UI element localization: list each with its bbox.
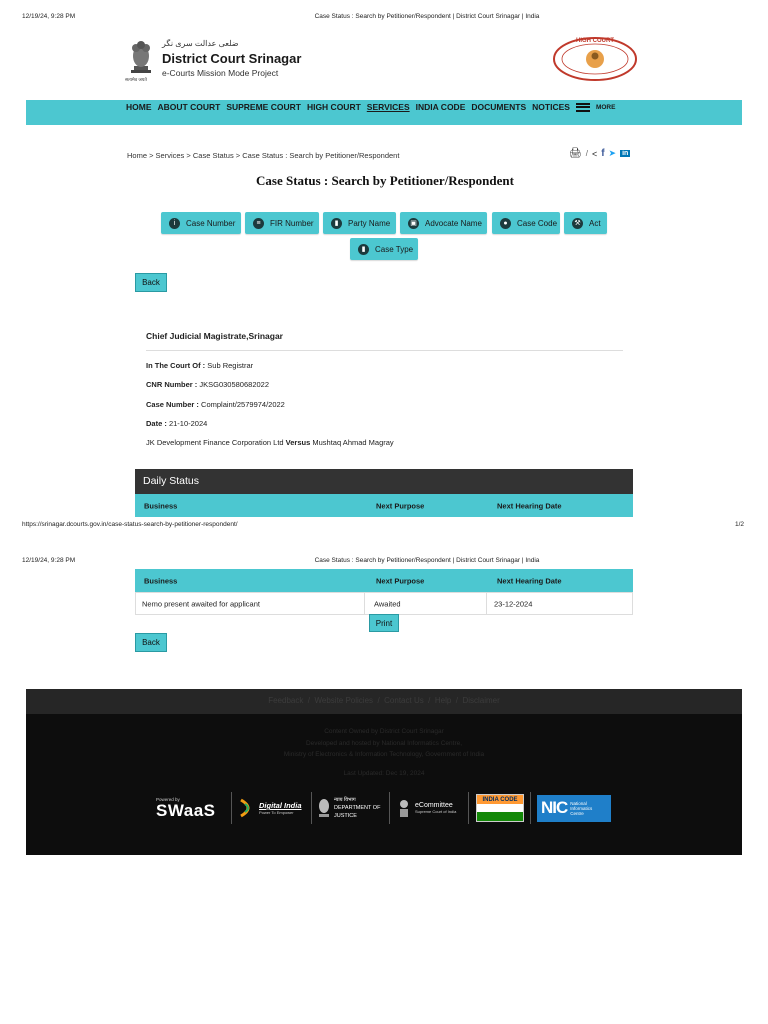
nic-label: NIC xyxy=(541,798,568,817)
footer-owner: Content Owned by District Court Srinagar xyxy=(324,728,444,735)
nav-about-court[interactable]: ABOUT COURT xyxy=(157,102,221,112)
cnr-value: JKSG030580682022 xyxy=(199,380,270,389)
menu-icon xyxy=(576,103,590,112)
date-value: 21-10-2024 xyxy=(168,419,208,428)
footer-link-feedback[interactable]: Feedback xyxy=(268,696,304,705)
tab-label: FIR Number xyxy=(270,218,314,228)
site-title[interactable]: District Court Srinagar xyxy=(162,51,302,66)
tab-case-number[interactable] xyxy=(161,212,241,234)
nav-high-court[interactable]: HIGH COURT xyxy=(306,102,361,112)
print-page-title: Case Status : Search by Petitioner/Respondent | District Court Srinagar | India xyxy=(314,13,540,20)
divider xyxy=(146,350,623,351)
urdu-title: ضلعی عدالت سری نگر xyxy=(162,39,239,48)
table-row xyxy=(135,592,633,615)
case-number-value: Complaint/2579974/2022 xyxy=(201,400,285,409)
tab-label: Act xyxy=(589,218,601,228)
file-icon: ▮ xyxy=(358,244,369,255)
in-court-value: Sub Registrar xyxy=(207,361,254,370)
ecommittee-label: eCommittee xyxy=(415,802,453,809)
print-datetime: 12/19/24, 9:28 PM xyxy=(22,557,76,564)
gavel-icon: ⚒ xyxy=(572,218,583,229)
facebook-icon[interactable]: f xyxy=(601,148,605,159)
table-header xyxy=(135,569,633,592)
nav-india-code[interactable]: INDIA CODE xyxy=(415,102,466,112)
high-court-seal-icon xyxy=(552,36,638,82)
footer-ministry: Ministry of Electronics & Information Technology, Government of India xyxy=(283,751,485,758)
date-label: Date : xyxy=(146,419,167,428)
digital-india-icon xyxy=(237,796,257,820)
india-code-logo[interactable] xyxy=(476,792,524,824)
emblem-icon xyxy=(317,796,331,820)
nav-notices[interactable]: NOTICES xyxy=(532,102,570,112)
footer-link-disclaimer[interactable]: Disclaimer xyxy=(462,696,500,705)
print-page-number: 1/2 xyxy=(735,521,745,528)
footer-link-website-policies[interactable]: Website Policies xyxy=(314,696,374,705)
site-subtitle: e-Courts Mission Mode Project xyxy=(162,68,279,78)
back-button[interactable]: Back xyxy=(135,633,167,652)
emblem-caption: सत्यमेव जयते xyxy=(125,77,147,82)
nic-sub-label: National Informatics Centre xyxy=(570,800,593,816)
swaas-powered-label: Powered by xyxy=(156,797,180,802)
date-row xyxy=(146,419,207,428)
footer-link-help[interactable]: Help xyxy=(434,696,452,705)
digital-india-logo[interactable] xyxy=(237,792,302,824)
nav-services[interactable]: SERVICES xyxy=(366,102,410,112)
list-icon: ≡ xyxy=(253,218,264,229)
digital-india-label: Digital India xyxy=(259,801,302,810)
daily-status-header xyxy=(135,469,633,494)
tab-label: Advocate Name xyxy=(425,218,482,228)
court-name: Chief Judicial Magistrate,Srinagar xyxy=(146,331,283,341)
tab-label: Party Name xyxy=(348,218,391,228)
document-icon: ▮ xyxy=(331,218,342,229)
tab-party-name[interactable] xyxy=(323,212,396,234)
divider: / xyxy=(585,149,588,158)
main-nav xyxy=(26,100,742,125)
case-number-row xyxy=(146,400,285,409)
tab-label: Case Number xyxy=(186,218,236,228)
nav-supreme-court[interactable]: SUPREME COURT xyxy=(226,102,301,112)
daily-status-title: Daily Status xyxy=(143,475,200,487)
petitioner: JK Development Finance Corporation Ltd xyxy=(146,438,284,447)
case-number-label: Case Number : xyxy=(146,400,199,409)
nav-more[interactable] xyxy=(576,103,616,112)
in-court-row xyxy=(146,361,253,370)
col-next-purpose: Next Purpose xyxy=(376,501,425,510)
nic-logo[interactable] xyxy=(537,792,611,824)
col-next-hearing-date: Next Hearing Date xyxy=(497,576,562,585)
footer xyxy=(26,714,742,855)
tab-act[interactable] xyxy=(564,212,607,234)
page-heading: Case Status : Search by Petitioner/Respondent xyxy=(256,173,514,188)
cell-business: Nemo present awaited for applicant xyxy=(142,599,260,608)
ecommittee-sub-label: Supreme Court of India xyxy=(415,809,457,814)
footer-last-updated: Last Updated: Dec 19, 2024 xyxy=(343,770,425,777)
id-card-icon: ▣ xyxy=(408,218,419,229)
nav-documents[interactable]: DOCUMENTS xyxy=(471,102,527,112)
share-icon[interactable]: < xyxy=(591,148,598,159)
footer-link-contact-us[interactable]: Contact Us xyxy=(384,696,424,705)
tab-label: Case Code xyxy=(517,218,558,228)
print-button[interactable]: Print xyxy=(369,614,399,632)
print-page-title: Case Status : Search by Petitioner/Respondent | District Court Srinagar | India xyxy=(314,557,540,564)
swaas-logo[interactable] xyxy=(156,792,216,824)
cell-next-hearing-date: 23-12-2024 xyxy=(494,599,533,608)
doj-hindi-label: न्याय विभाग xyxy=(334,797,356,803)
respondent: Mushtaq Ahmad Magray xyxy=(312,438,394,447)
cnr-row xyxy=(146,380,269,389)
doj-label: DEPARTMENT OF JUSTICE xyxy=(334,805,381,819)
back-button[interactable]: Back xyxy=(135,273,167,292)
department-of-justice-logo[interactable] xyxy=(317,792,384,824)
parties-row xyxy=(146,438,394,447)
print-icon[interactable]: 🖨 xyxy=(569,148,582,159)
nav-home[interactable]: HOME xyxy=(126,102,152,112)
share-tools xyxy=(569,148,630,159)
col-business: Business xyxy=(144,576,178,585)
tab-case-code[interactable] xyxy=(492,212,560,234)
col-next-purpose: Next Purpose xyxy=(376,576,425,585)
print-datetime: 12/19/24, 9:28 PM xyxy=(22,13,76,20)
versus-label: Versus xyxy=(285,438,311,447)
col-next-hearing-date: Next Hearing Date xyxy=(497,501,562,510)
col-business: Business xyxy=(144,501,178,510)
swaas-label: SWaaS xyxy=(156,801,216,820)
footer-links-bar: Feedback / Website Policies / Contact Us / Help / Disclaimer xyxy=(26,689,742,714)
table-header xyxy=(135,494,633,517)
tab-case-type[interactable] xyxy=(350,238,418,260)
digital-india-tagline: Power To Empower xyxy=(259,810,294,815)
info-icon: i xyxy=(169,218,180,229)
ecommittee-logo[interactable] xyxy=(397,792,456,824)
cell-next-purpose: Awaited xyxy=(374,599,401,608)
twitter-icon[interactable]: ➤ xyxy=(608,148,617,158)
code-icon: ● xyxy=(500,218,511,229)
print-url: https://srinagar.dcourts.gov.in/case-status-search-by-petitioner-respondent/ xyxy=(22,521,238,528)
supreme-court-emblem-icon xyxy=(397,796,411,820)
cnr-label: CNR Number : xyxy=(146,380,198,389)
linkedin-icon[interactable]: in xyxy=(622,150,629,157)
footer-developer: Developed and hosted by National Informatics Centre, xyxy=(305,740,463,747)
tab-fir-number[interactable] xyxy=(245,212,319,234)
hc-seal-label: HIGH COURT xyxy=(576,38,614,44)
breadcrumb[interactable]: Home > Services > Case Status > Case Status : Search by Petitioner/Respondent xyxy=(127,151,400,160)
india-code-label: INDIA CODE xyxy=(482,797,518,803)
tab-advocate-name[interactable] xyxy=(400,212,487,234)
tab-label: Case Type xyxy=(375,244,414,254)
in-court-label: In The Court Of : xyxy=(146,361,206,370)
nav-more-label: MORE xyxy=(595,103,616,111)
